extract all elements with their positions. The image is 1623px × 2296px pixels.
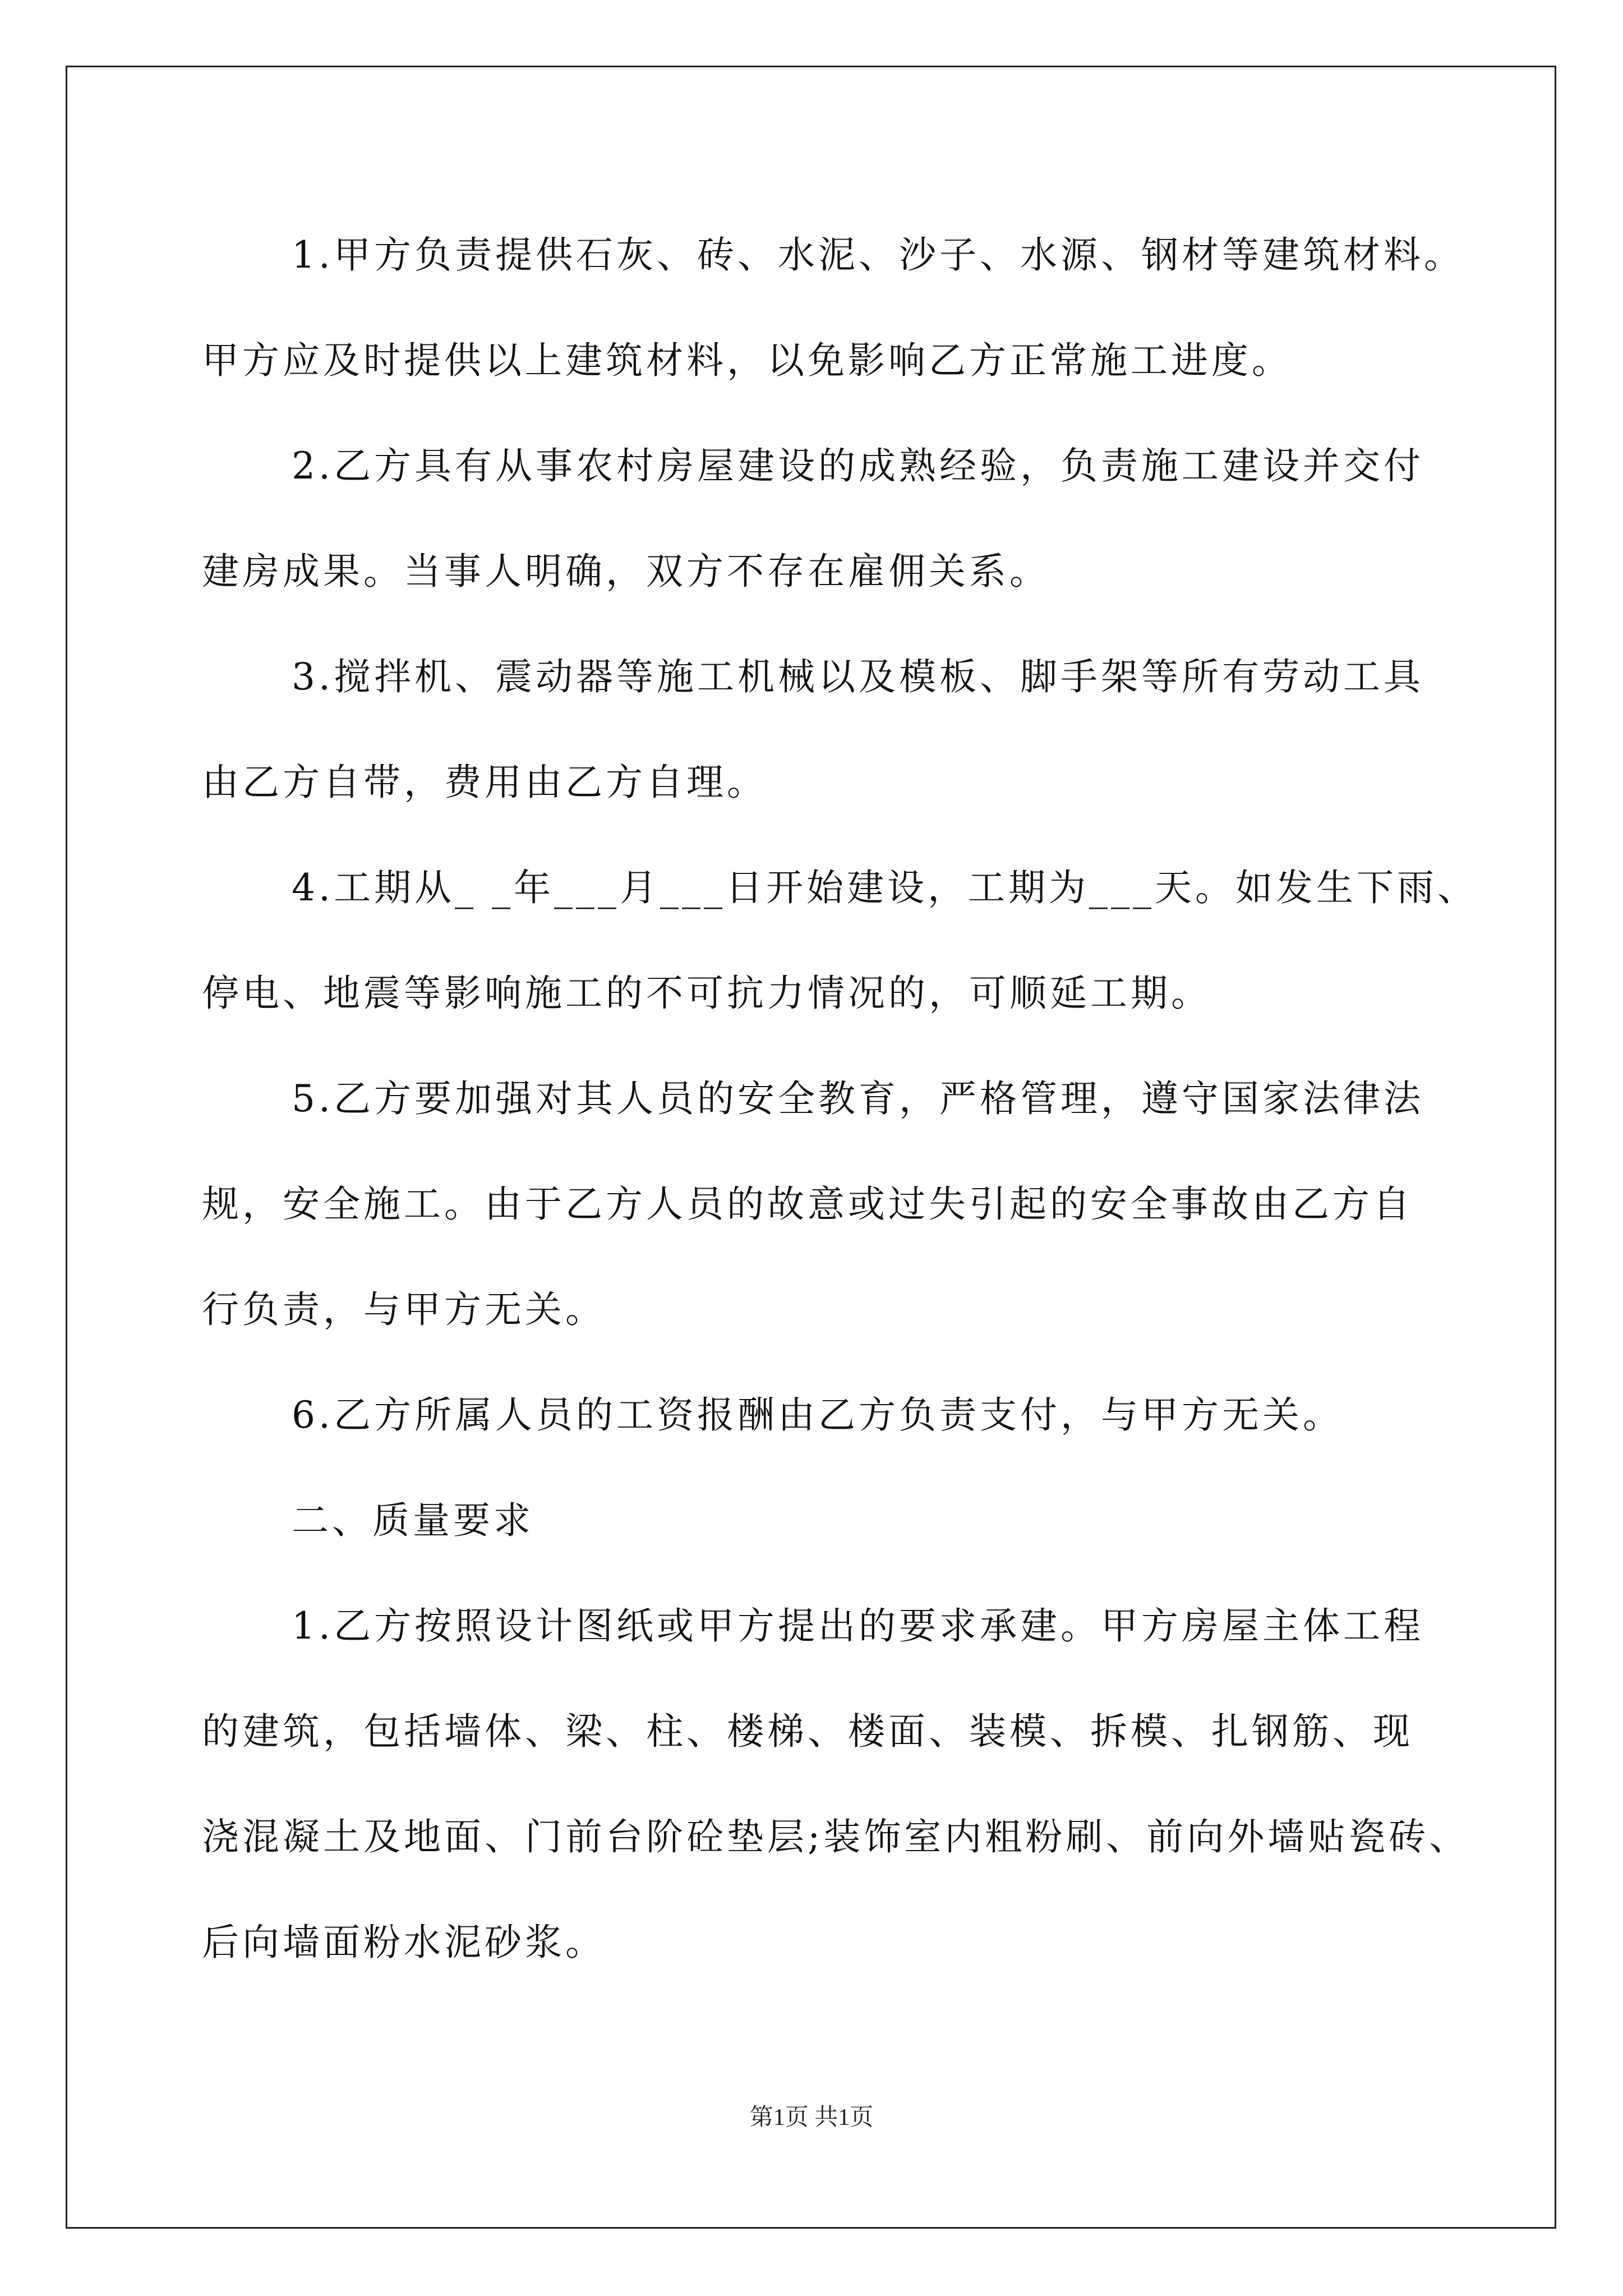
paragraph-line: 2.乙方具有从事农村房屋建设的成熟经验，负责施工建设并交付 [292, 444, 1424, 487]
paragraph-line: 1.乙方按照设计图纸或甲方提出的要求承建。甲方房屋主体工程 [292, 1604, 1424, 1648]
paragraph-line: 的建筑，包括墙体、梁、柱、楼梯、楼面、装模、拆模、扎钢筋、现 [202, 1710, 1413, 1753]
paragraph-line: 1.甲方负责提供石灰、砖、水泥、沙子、水源、钢材等建筑材料。 [292, 233, 1464, 277]
paragraph-line: 3.搅拌机、震动器等施工机械以及模板、脚手架等所有劳动工具 [292, 655, 1424, 698]
paragraph-line: 4.工期从_ _年___月___日开始建设，工期为___天。如发生下雨、 [292, 866, 1478, 909]
paragraph-line: 5.乙方要加强对其人员的安全教育，严格管理，遵守国家法律法 [292, 1077, 1424, 1120]
page-footer: 第1页 共1页 [749, 2105, 874, 2131]
paragraph-line: 停电、地震等影响施工的不可抗力情况的，可顺延工期。 [202, 972, 1211, 1015]
paragraph-line: 浇混凝土及地面、门前台阶砼垫层;装饰室内粗粉刷、前向外墙贴瓷砖、 [202, 1815, 1470, 1858]
paragraph-line: 后向墙面粉水泥砂浆。 [202, 1921, 606, 1964]
paragraph-line: 6.乙方所属人员的工资报酬由乙方负责支付，与甲方无关。 [292, 1393, 1343, 1437]
section-heading: 二、质量要求 [292, 1499, 534, 1542]
page-border [66, 66, 1556, 2229]
paragraph-line: 规，安全施工。由于乙方人员的故意或过失引起的安全事故由乙方自 [202, 1182, 1413, 1226]
paragraph-line: 由乙方自带，费用由乙方自理。 [202, 761, 767, 804]
paragraph-line: 建房成果。当事人明确，双方不存在雇佣关系。 [202, 550, 1050, 593]
paragraph-line: 甲方应及时提供以上建筑材料，以免影响乙方正常施工进度。 [202, 339, 1292, 382]
paragraph-line: 行负责，与甲方无关。 [202, 1288, 606, 1331]
